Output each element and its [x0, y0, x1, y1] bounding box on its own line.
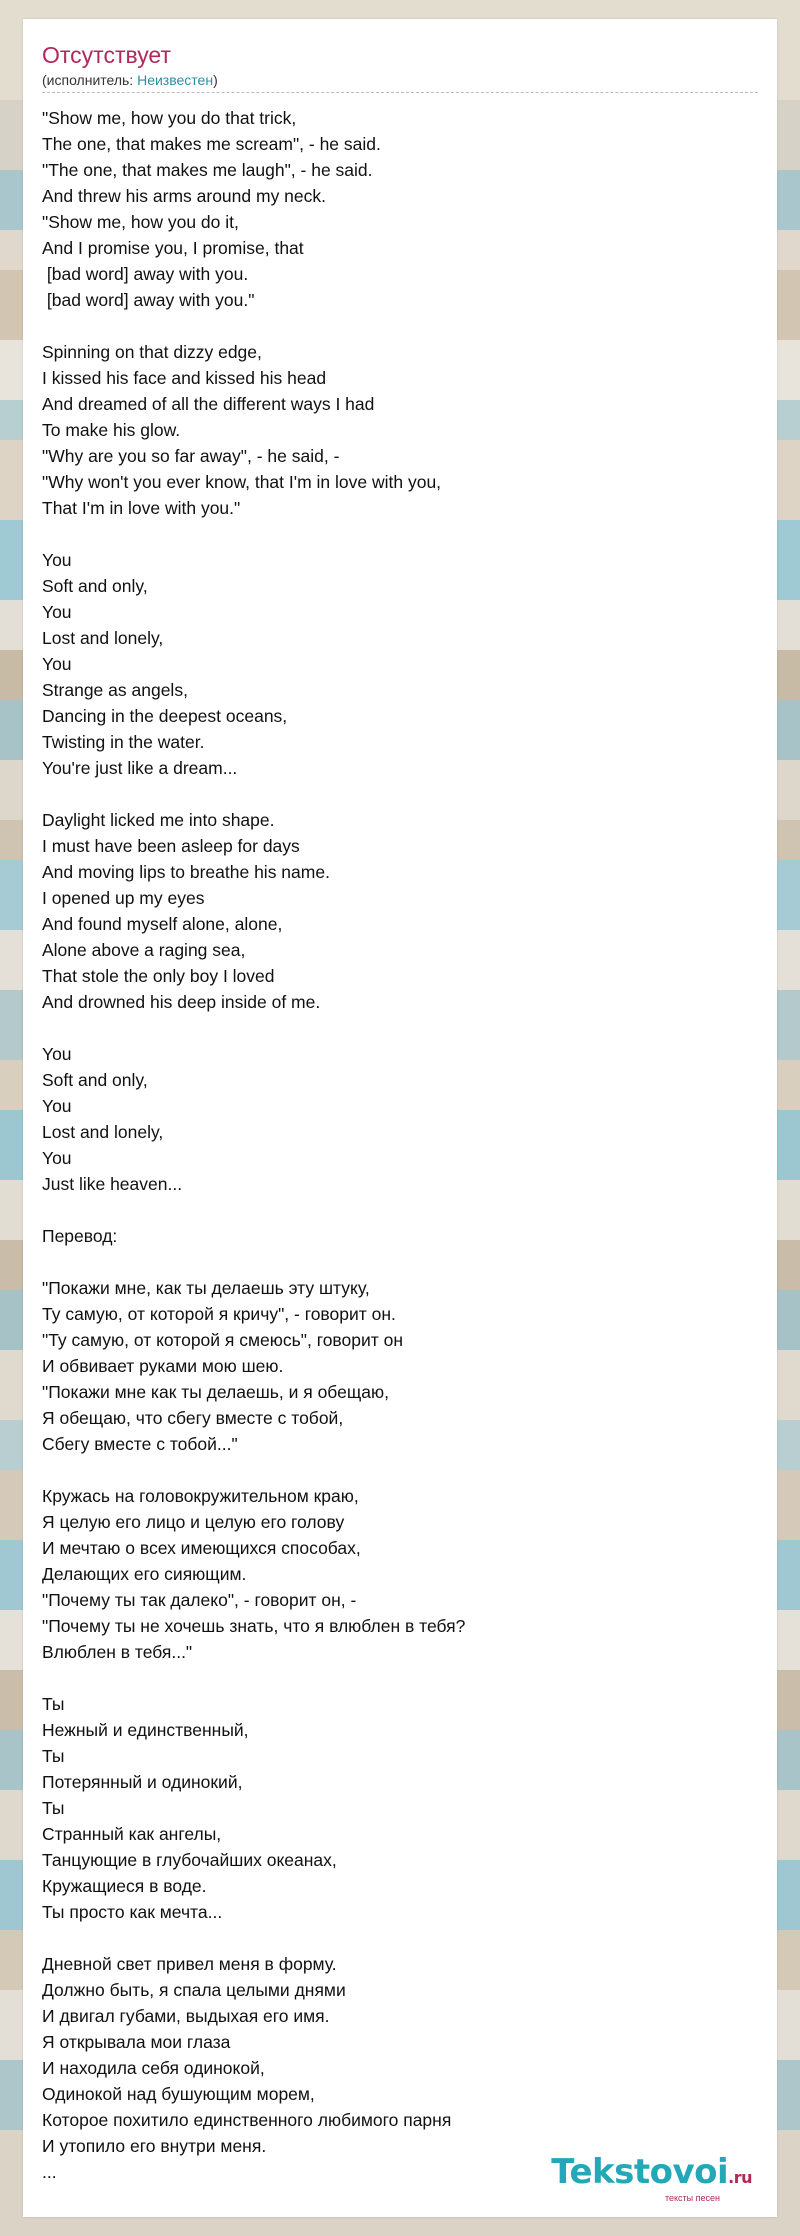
lyric-line: Soft and only, [42, 576, 148, 596]
lyric-line: Перевод: [42, 1226, 118, 1246]
lyric-line: And drowned his deep inside of me. [42, 992, 321, 1012]
lyric-line: Странный как ангелы, [42, 1824, 222, 1844]
lyric-line: Lost and lonely, [42, 1122, 164, 1142]
lyric-line: Сбегу вместе с тобой..." [42, 1434, 238, 1454]
lyric-line: Ту самую, от которой я кричу", - говорит он. [42, 1304, 396, 1324]
lyric-line: "Почему ты так далеко", - говорит он, - [42, 1590, 357, 1610]
lyric-line: Just like heaven... [42, 1174, 183, 1194]
lyric-line: You [42, 654, 72, 674]
lyric-line: Потерянный и одинокий, [42, 1772, 243, 1792]
lyric-line: И утопило его внутри меня. [42, 2136, 267, 2156]
lyric-line: Strange as angels, [42, 680, 188, 700]
lyric-line: И двигал губами, выдыхая его имя. [42, 2006, 330, 2026]
lyric-line: Дневной свет привел меня в форму. [42, 1954, 337, 1974]
lyric-line: You [42, 1148, 72, 1168]
lyric-line: Alone above a raging sea, [42, 940, 246, 960]
lyric-line: "Why are you so far away", - he said, - [42, 446, 340, 466]
lyric-line: That I'm in love with you." [42, 498, 241, 518]
lyric-line: I opened up my eyes [42, 888, 205, 908]
lyric-line: "Почему ты не хочешь знать, что я влюблен в тебя? [42, 1616, 466, 1636]
song-header [42, 41, 758, 93]
lyric-line: "Покажи мне, как ты делаешь эту штуку, [42, 1278, 370, 1298]
lyric-line: ... [42, 2162, 57, 2182]
lyric-line: Танцующие в глубочайших океанах, [42, 1850, 337, 1870]
lyric-line: Daylight licked me into shape. [42, 810, 275, 830]
site-logo[interactable] [551, 2154, 752, 2203]
song-title: Отсутствует [42, 42, 171, 68]
lyric-line: Я целую его лицо и целую его голову [42, 1512, 345, 1532]
lyric-line: Soft and only, [42, 1070, 148, 1090]
lyric-line: Lost and lonely, [42, 628, 164, 648]
lyric-line: You [42, 550, 72, 570]
lyric-line: "The one, that makes me laugh", - he said. [42, 160, 373, 180]
lyrics-text [42, 105, 758, 2185]
lyric-line: И находила себя одинокой, [42, 2058, 265, 2078]
lyric-line: Spinning on that dizzy edge, [42, 342, 262, 362]
lyric-line: "Ту самую, от которой я смеюсь", говорит он [42, 1330, 404, 1350]
artist-prefix: (исполнитель: [42, 72, 138, 88]
lyric-line: To make his glow. [42, 420, 181, 440]
lyric-line: Которое похитило единственного любимого парня [42, 2110, 452, 2130]
lyric-line: Делающих его сияющим. [42, 1564, 247, 1584]
lyric-line: Ты просто как мечта... [42, 1902, 223, 1922]
lyric-line: Dancing in the deepest oceans, [42, 706, 288, 726]
lyric-line: И обвивает руками мою шею. [42, 1356, 284, 1376]
lyric-line: I kissed his face and kissed his head [42, 368, 327, 388]
lyric-line: The one, that makes me scream", - he said. [42, 134, 381, 154]
lyric-line: [bad word] away with you." [42, 290, 255, 310]
lyric-line: Влюблен в тебя..." [42, 1642, 193, 1662]
artist-suffix: ) [213, 72, 218, 88]
lyric-line: And I promise you, I promise, that [42, 238, 304, 258]
lyric-line: You're just like a dream... [42, 758, 238, 778]
lyric-line: "Why won't you ever know, that I'm in love with you, [42, 472, 442, 492]
logo-main-text: Tekstovoi [551, 2152, 729, 2192]
lyric-line: [bad word] away with you. [42, 264, 249, 284]
lyric-line: And moving lips to breathe his name. [42, 862, 330, 882]
lyric-line: Кружащиеся в воде. [42, 1876, 207, 1896]
lyric-line: And dreamed of all the different ways I had [42, 394, 375, 414]
lyric-line: Я открывала мои глаза [42, 2032, 231, 2052]
lyric-line: Я обещаю, что сбегу вместе с тобой, [42, 1408, 344, 1428]
lyric-line: Кружась на головокружительном краю, [42, 1486, 359, 1506]
lyric-line: I must have been asleep for days [42, 836, 300, 856]
lyric-line: Twisting in the water. [42, 732, 205, 752]
lyric-line: "Show me, how you do it, [42, 212, 239, 232]
lyric-line: Ты [42, 1746, 65, 1766]
lyric-line: И мечтаю о всех имеющихся способах, [42, 1538, 361, 1558]
logo-wordmark [551, 2154, 752, 2196]
lyric-line: Должно быть, я спала целыми днями [42, 1980, 346, 2000]
lyrics-card [23, 19, 777, 2217]
artist-line [42, 71, 758, 89]
lyric-line: And found myself alone, alone, [42, 914, 283, 934]
lyric-line: "Покажи мне как ты делаешь, и я обещаю, [42, 1382, 389, 1402]
lyric-line: Одинокой над бушующим морем, [42, 2084, 315, 2104]
lyric-line: Нежный и единственный, [42, 1720, 249, 1740]
lyric-line: You [42, 602, 72, 622]
logo-domain-suffix: .ru [728, 2168, 752, 2187]
lyric-line: And threw his arms around my neck. [42, 186, 327, 206]
lyric-line: "Show me, how you do that trick, [42, 108, 297, 128]
logo-tagline: тексты песен [664, 2193, 720, 2203]
lyric-line: Ты [42, 1694, 65, 1714]
lyric-line: You [42, 1096, 72, 1116]
lyric-line: That stole the only boy I loved [42, 966, 275, 986]
artist-link[interactable]: Неизвестен [137, 72, 214, 88]
lyric-line: Ты [42, 1798, 65, 1818]
lyric-line: You [42, 1044, 72, 1064]
